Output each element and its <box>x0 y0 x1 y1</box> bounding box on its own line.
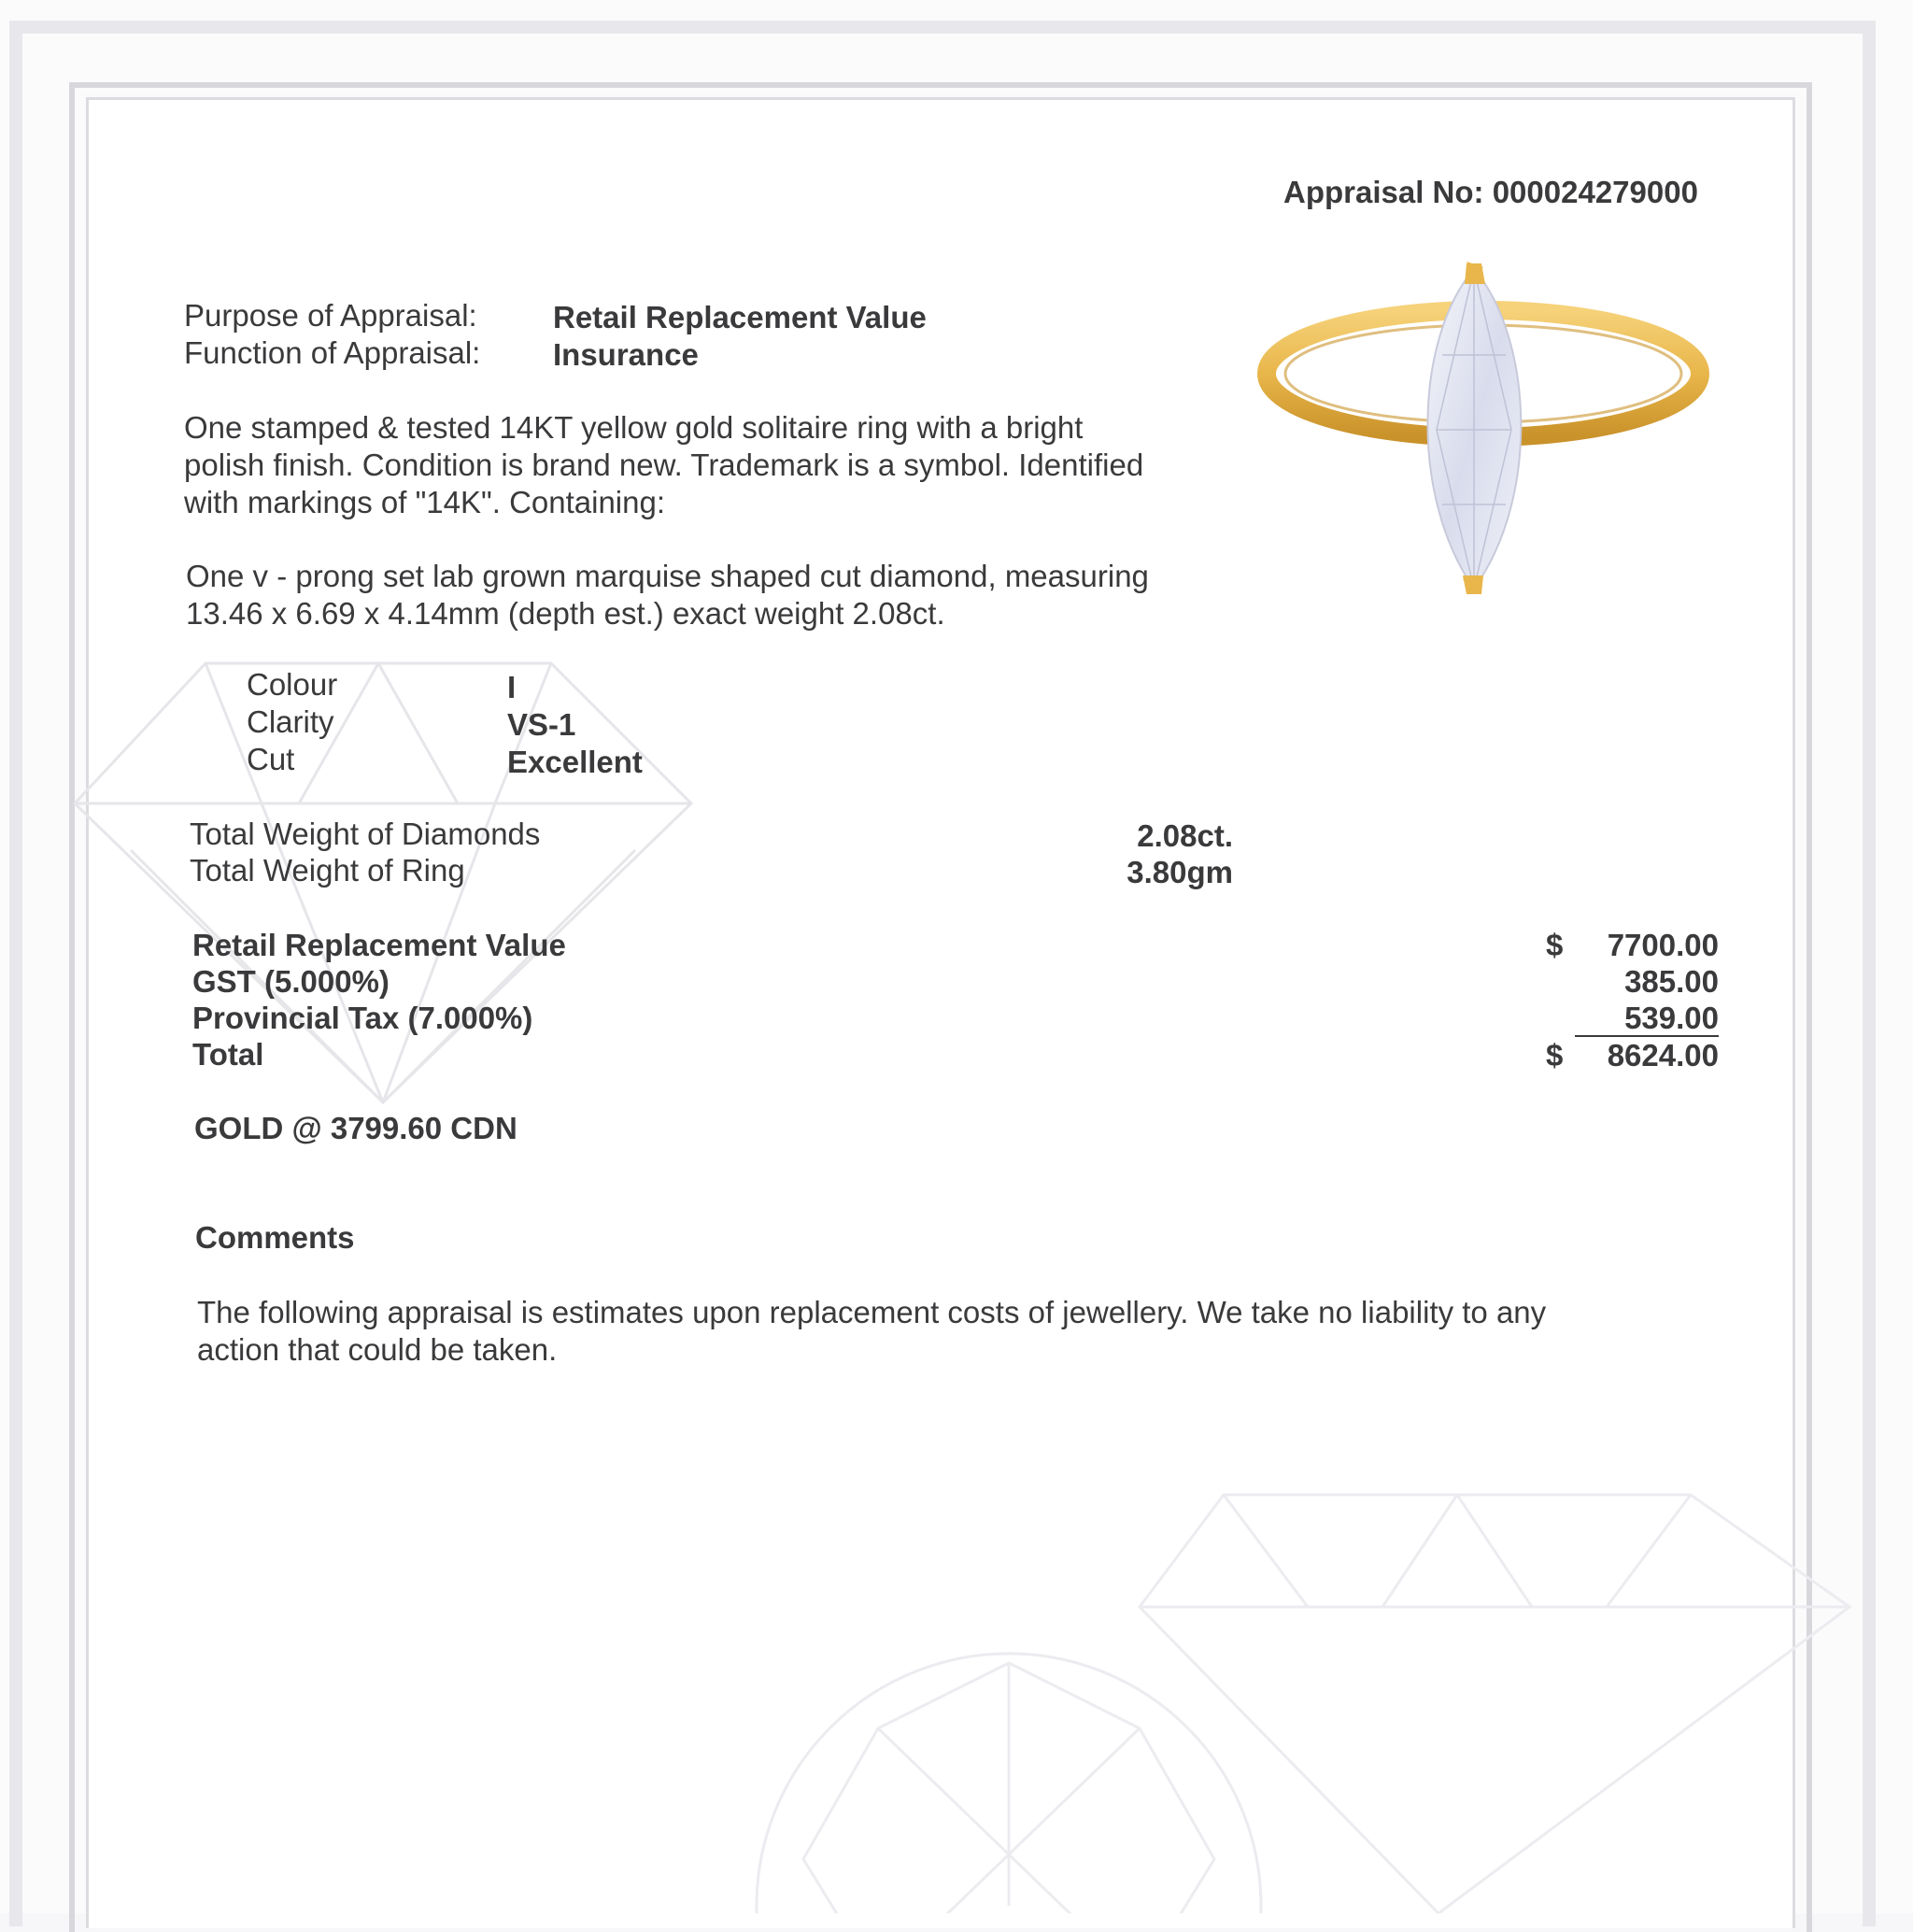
purpose-value: Retail Replacement Value <box>553 300 927 334</box>
grade-label-cut: Cut <box>247 742 295 776</box>
grade-label-colour: Colour <box>247 667 338 702</box>
gold-price: GOLD @ 3799.60 CDN <box>194 1111 517 1145</box>
retail-currency: $ <box>1546 928 1564 962</box>
provincial-tax-amount: 539.00 <box>1624 1001 1719 1035</box>
appraisal-number: Appraisal No: 000024279000 <box>1283 175 1698 209</box>
function-value: Insurance <box>553 337 699 372</box>
grade-label-clarity: Clarity <box>247 704 334 739</box>
retail-value-label: Retail Replacement Value <box>192 928 566 962</box>
provincial-tax-label: Provincial Tax (7.000%) <box>192 1001 533 1035</box>
grade-value-colour: I <box>507 670 517 704</box>
grade-value-clarity: VS-1 <box>507 707 576 742</box>
weight-label-ring: Total Weight of Ring <box>190 853 465 888</box>
purpose-label: Purpose of Appraisal: <box>184 298 477 333</box>
ring-photo <box>1252 252 1719 607</box>
diamond-description: One v - prong set lab grown marquise shaped cut diamond, measuring 13.46 x 6.69 x 4.14mm (depth est.) exact weight 2.08ct. <box>186 559 1149 631</box>
function-label: Function of Appraisal: <box>184 335 481 370</box>
weight-value-diamonds: 2.08ct. <box>1137 818 1233 853</box>
grade-value-cut: Excellent <box>507 745 643 779</box>
item-description: One stamped & tested 14KT yellow gold solitaire ring with a bright polish finish. Condition is brand new. Trademark is a symbol. Identified with markings of "14K". Containing: <box>184 410 1144 519</box>
retail-value-amount: 7700.00 <box>1607 928 1719 962</box>
gst-amount: 385.00 <box>1624 964 1719 999</box>
comments-heading: Comments <box>195 1220 355 1255</box>
total-label: Total <box>192 1037 264 1072</box>
weight-label-diamonds: Total Weight of Diamonds <box>190 817 541 851</box>
total-currency: $ <box>1546 1038 1564 1073</box>
comments-text: The following appraisal is estimates upon replacement costs of jewellery. We take no liability to any action that could be taken. <box>197 1295 1547 1367</box>
gst-label: GST (5.000%) <box>192 964 390 999</box>
total-amount: 8624.00 <box>1607 1038 1719 1073</box>
weight-value-ring: 3.80gm <box>1127 855 1233 889</box>
